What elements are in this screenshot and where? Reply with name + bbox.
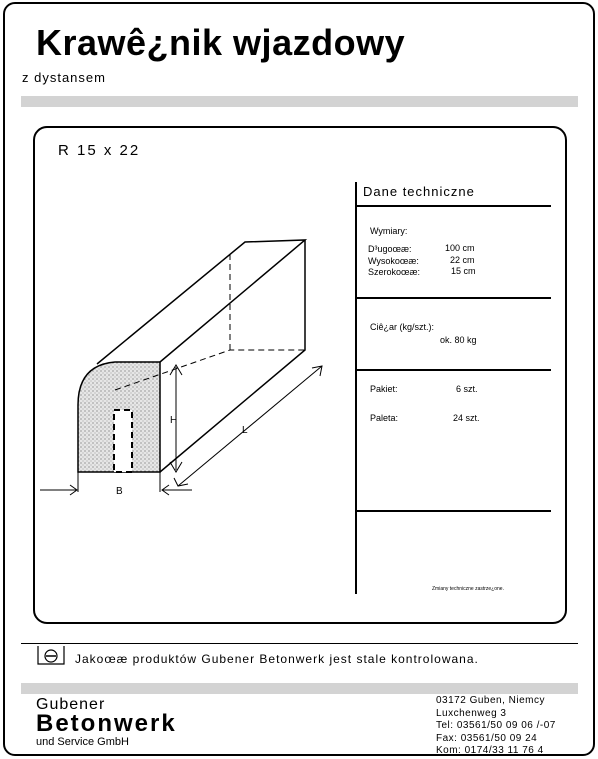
width-label: B <box>116 486 123 497</box>
company-mobile: Kom: 0174/33 11 76 4 <box>436 745 544 756</box>
pallet-value: 24 szt. <box>453 413 480 423</box>
quality-icon <box>36 644 66 666</box>
dim-value: 22 cm <box>450 255 475 265</box>
company-street: Luxchenweg 3 <box>436 708 507 719</box>
quality-statement: Jakoœæ produktów Gubener Betonwerk jest stale kontrolowana. <box>75 652 479 666</box>
height-label: H <box>170 415 178 426</box>
specs-rule <box>355 510 551 512</box>
company-name-line1: Gubener <box>36 696 106 713</box>
package-value: 6 szt. <box>456 384 478 394</box>
header-divider <box>21 96 578 107</box>
weight-label: Ciê¿ar (kg/szt.): <box>370 322 435 332</box>
dimensions-heading: Wymiary: <box>370 226 408 236</box>
company-address: 03172 Guben, Niemcy <box>436 695 546 706</box>
company-name-line2: Betonwerk <box>36 710 177 737</box>
footer-divider <box>21 683 578 694</box>
technical-note: Zmiany techniczne zastrze¿one. <box>432 586 504 592</box>
dim-label: D³ugoœæ: <box>368 244 412 254</box>
dim-label: Szerokoœæ: <box>368 267 421 277</box>
specs-divider <box>355 182 357 594</box>
specs-rule <box>355 297 551 299</box>
weight-value: ok. 80 kg <box>440 335 477 345</box>
specs-rule <box>355 205 551 207</box>
product-code: R 15 x 22 <box>58 142 141 159</box>
company-name-line3: und Service GmbH <box>36 736 129 748</box>
dim-label: Wysokoœæ: <box>368 256 419 266</box>
spacer-slot <box>114 410 132 472</box>
page-title: Krawê¿nik wjazdowy <box>36 22 406 63</box>
specs-title: Dane techniczne <box>363 184 475 199</box>
pallet-label: Paleta: <box>370 413 399 423</box>
specs-rule <box>355 369 551 371</box>
page-subtitle: z dystansem <box>22 70 106 85</box>
company-tel: Tel: 03561/50 09 06 /-07 <box>436 720 556 731</box>
dim-value: 100 cm <box>445 243 475 253</box>
curb-drawing <box>40 230 340 500</box>
length-label: L <box>242 425 248 436</box>
footer-rule <box>21 643 578 644</box>
package-label: Pakiet: <box>370 384 398 394</box>
company-fax: Fax: 03561/50 09 24 <box>436 733 538 744</box>
dim-value: 15 cm <box>451 266 476 276</box>
